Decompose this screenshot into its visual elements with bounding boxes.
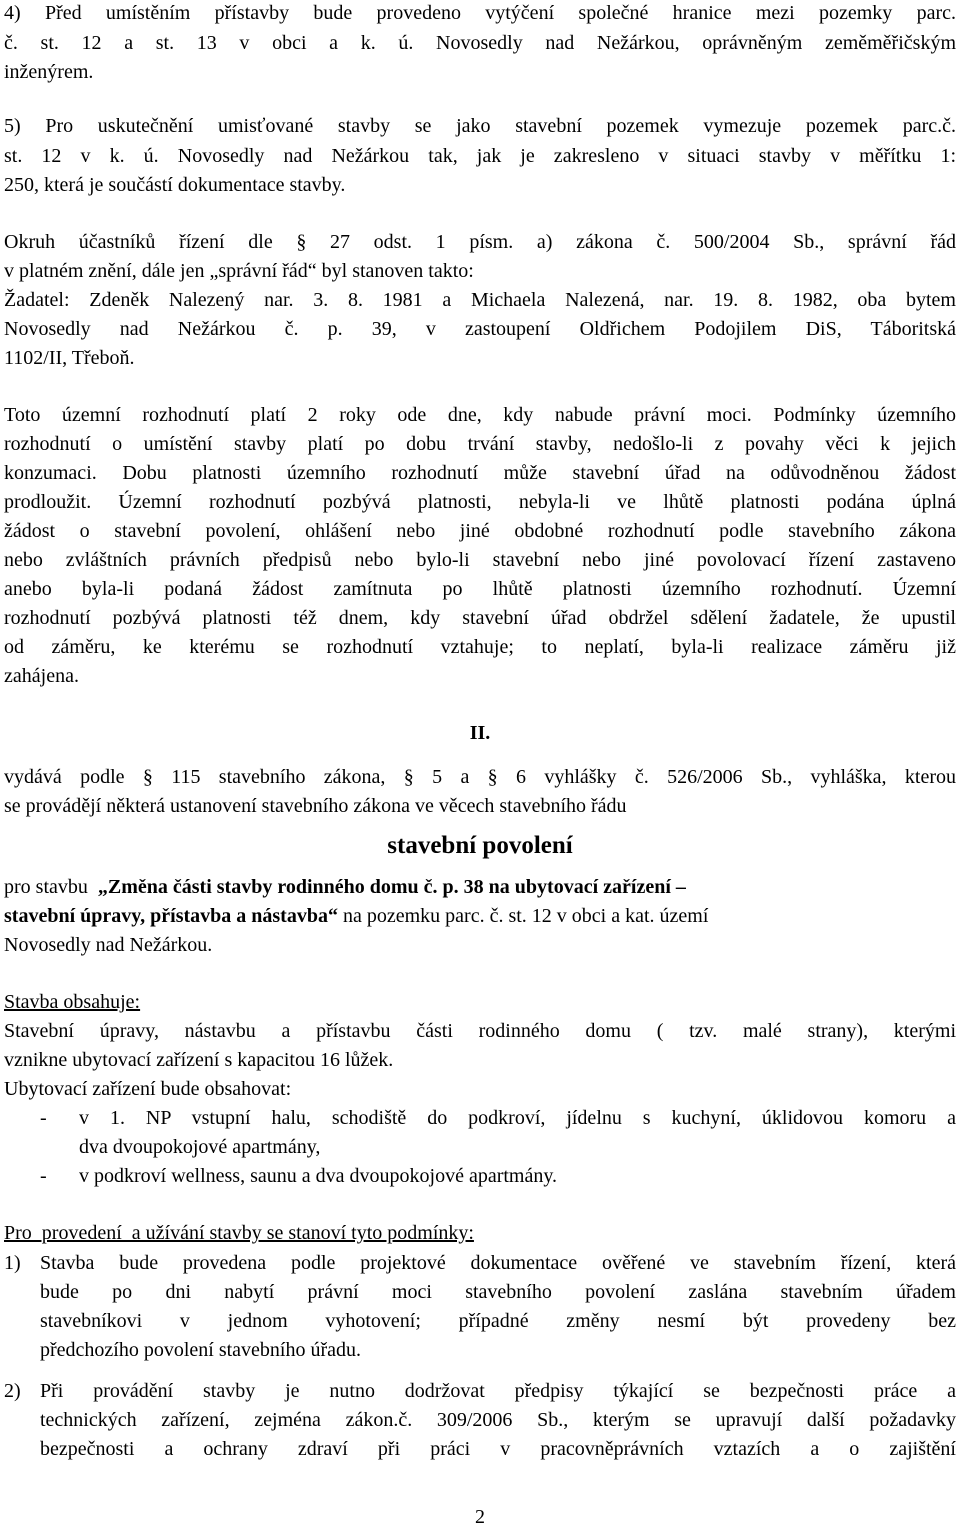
paragraph-line: 1102/II, Třeboň. (4, 347, 135, 369)
condition-line: bezpečnosti a ochrany zdraví při práci v pracovněprávních vztazích a o zajištění (40, 1438, 956, 1460)
bullet-line: v podkroví wellness, saunu a dva dvoupokojové apartmány. (79, 1165, 558, 1187)
building-prefix: pro stavbu (4, 876, 98, 898)
paragraph-line: Okruh účastníků řízení dle § 27 odst. 1 písm. a) zákona č. 500/2004 Sb., správní řád (4, 231, 956, 253)
building-line-3: Novosedly nad Nežárkou. (4, 934, 213, 956)
building-name-part-2: stavební úpravy, přístavba a nástavba“ (4, 905, 338, 927)
paragraph-line: rozhodnutí pozbývá platnosti též dnem, kdy stavební úřad obdržel sdělení žadatele, že upustil (4, 607, 956, 629)
condition-line: Při provádění stavby je nutno dodržovat předpisy týkající se bezpečnosti práce a (40, 1380, 956, 1402)
paragraph-line: konzumaci. Dobu platnosti územního rozhodnutí může stavební úřad na odůvodněnou žádost (4, 462, 956, 484)
condition-line: technických zařízení, zejména zákon.č. 309/2006 Sb., kterým se upravují další požadavky (40, 1409, 956, 1431)
paragraph-line: Novosedly nad Nežárkou č. p. 39, v zastoupení Oldřichem Podojilem DiS, Táboritská (4, 318, 956, 340)
paragraph-line: Žadatel: Zdeněk Nalezený nar. 3. 8. 1981 a Michaela Nalezená, nar. 19. 8. 1982, oba bytem (4, 289, 956, 311)
bullet-line: dva dvoupokojové apartmány, (79, 1136, 321, 1158)
condition-line: stavebníkovi v jednom vyhotovení; případné změny nesmí být provedeny bez (40, 1310, 956, 1332)
paragraph-line: vydává podle § 115 stavebního zákona, § 5 a § 6 vyhlášky č. 526/2006 Sb., vyhláška, kterou (4, 766, 956, 788)
paragraph-line: Toto územní rozhodnutí platí 2 roky ode dne, kdy nabude právní moci. Podmínky územního (4, 404, 956, 426)
bullet-dash: - (40, 1107, 47, 1129)
document-title: stavební povolení (387, 832, 573, 859)
bullet-line: v 1. NP vstupní halu, schodiště do podkroví, jídelnu s kuchyní, úklidovou komoru a (79, 1107, 956, 1129)
building-line-2 (4, 903, 956, 930)
paragraph-line: inženýrem. (4, 61, 94, 83)
condition-number: 2) (4, 1380, 21, 1402)
paragraph-line: Ubytovací zařízení bude obsahovat: (4, 1078, 292, 1100)
paragraph-line: žádost o stavební povolení, ohlášení nebo jiné obdobné rozhodnutí podle stavebního zákona (4, 520, 956, 542)
condition-line: bude po dni nabytí právní moci stavebního povolení zaslána stavebním úřadem (40, 1281, 956, 1303)
paragraph-line: rozhodnutí o umístění stavby platí po dobu trvání stavby, nedošlo-li z povahy věci k jejich (4, 433, 956, 455)
bullet-dash: - (40, 1165, 47, 1187)
paragraph-line: nebo zvláštních právních předpisů nebo bylo-li stavební nebo jiné povolovací řízení zastaveno (4, 549, 956, 571)
paragraph-line: vznikne ubytovací zařízení s kapacitou 16 lůžek. (4, 1049, 394, 1071)
building-line-1 (4, 874, 956, 901)
paragraph-line: zahájena. (4, 665, 79, 687)
contains-heading: Stavba obsahuje: (4, 991, 141, 1013)
conditions-heading: Pro provedení a užívání stavby se stanoví tyto podmínky: (4, 1222, 474, 1244)
paragraph-line: 250, která je součástí dokumentace stavby. (4, 174, 346, 196)
paragraph-line: Stavební úpravy, nástavbu a přístavbu části rodinného domu ( tzv. malé strany), kterými (4, 1020, 956, 1042)
building-name-part-1: „Změna části stavby rodinného domu č. p. 38 na ubytovací zařízení – (97, 876, 686, 898)
paragraph-line: anebo byla-li podaná žádost zamítnuta po lhůtě platnosti územního rozhodnutí. Územní (4, 578, 956, 600)
paragraph-line: se provádějí některá ustanovení stavebního zákona ve věcech stavebního řádu (4, 795, 627, 817)
paragraph-line: 4) Před umístěním přístavby bude provedeno vytýčení společné hranice mezi pozemky parc. (4, 2, 956, 24)
paragraph-line: od záměru, ke kterému se rozhodnutí vztahuje; to neplatí, byla-li realizace záměru již (4, 636, 956, 658)
condition-number: 1) (4, 1252, 21, 1274)
paragraph-line: st. 12 v k. ú. Novosedly nad Nežárkou tak, jak je zakresleno v situaci stavby v měřítku 1: (4, 145, 956, 167)
page-number: 2 (475, 1506, 485, 1528)
paragraph-line: 5) Pro uskutečnění umisťované stavby se jako stavební pozemek vymezuje pozemek parc.č. (4, 115, 956, 137)
paragraph-line: v platném znění, dále jen „správní řád“ byl stanoven takto: (4, 260, 474, 282)
condition-line: předchozího povolení stavebního úřadu. (40, 1339, 362, 1361)
section-heading: II. (469, 722, 491, 744)
condition-line: Stavba bude provedena podle projektové dokumentace ověřené ve stavebním řízení, která (40, 1252, 956, 1274)
building-location: na pozemku parc. č. st. 12 v obci a kat. území (337, 905, 709, 927)
paragraph-line: prodloužit. Územní rozhodnutí pozbývá platnosti, nebyla-li ve lhůtě platnosti podána úplná (4, 491, 956, 513)
paragraph-line: č. st. 12 a st. 13 v obci a k. ú. Novosedly nad Nežárkou, oprávněným zeměměřičským (4, 32, 956, 54)
